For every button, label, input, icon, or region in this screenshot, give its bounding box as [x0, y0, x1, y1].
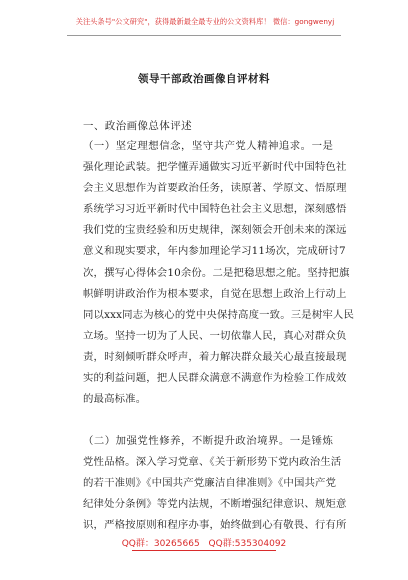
footer-underline — [132, 550, 276, 551]
paragraph-line: （二）加强党性修养，不断提升政治境界。一是锤炼 — [83, 435, 333, 447]
paragraph-1 — [83, 136, 355, 410]
paragraph-line: 系统学习习近平新时代中国特色社会主义思想，深刻感悟 — [83, 203, 347, 216]
paragraph-2 — [83, 431, 347, 536]
paragraph-line: 的最高标准。 — [83, 393, 147, 406]
paragraph-line: 责，时刻倾听群众呼声，着力解决群众最关心最直接最现 — [83, 350, 347, 363]
header-divider — [67, 35, 341, 36]
paragraph-line: 党性品格。深入学习党章、《关于新形势下党内政治生活 — [83, 456, 342, 469]
paragraph-line: 纪律处分条例》等党内法规，不断增强纪律意识、规矩意 — [83, 498, 347, 511]
paragraph-line: 实的利益问题，把人民群众满意不满意作为检验工作成效 — [83, 372, 347, 385]
footer-qq-group-1: QQ群：30265665 — [121, 539, 200, 549]
paragraph-line: 的若干准则》《中国共产党廉洁自律准则》《中国共产党 — [83, 477, 337, 490]
paragraph-line: 帜鲜明讲政治作为根本要求，自觉在思想上政治上行动上 — [83, 287, 347, 300]
paragraph-line: 识，严格按原则和程序办事，始终做到心有敬畏、行有所 — [83, 519, 347, 532]
paragraph-line: （一）坚定理想信念，坚守共产党人精神追求。一是 — [83, 140, 333, 152]
paragraph-line: 次，撰写心得体会10余份。二是把稳思想之舵。坚持把旗 — [83, 266, 350, 279]
paragraph-line: 强化理论武装。把学懂弄通做实习近平新时代中国特色社 — [83, 161, 347, 174]
paragraph-line: 同以xxx同志为核心的党中央保持高度一致。三是树牢人民 — [83, 308, 355, 321]
header-promo-note: 关注头条号"公文研究"，获得最新最全最专业的公文资料库！ 微信：gongwenyj — [75, 17, 335, 26]
footer-contact — [0, 536, 408, 549]
section-heading: 一、政治画像总体评述 — [83, 120, 192, 132]
paragraph-line: 我们党的宝贵经验和历史规律，深刻领会开创未来的深远 — [83, 224, 347, 237]
paragraph-line: 会主义思想作为首要政治任务，读原著、学原文、悟原理 — [83, 182, 347, 195]
footer-qq-group-2: QQ群:535304092 — [208, 539, 287, 549]
document-title: 领导干部政治画像自评材料 — [138, 73, 270, 85]
paragraph-line: 意义和现实要求，年内参加理论学习11场次，完成研讨7 — [83, 245, 346, 258]
paragraph-line: 立场。坚持一切为了人民、一切依靠人民，真心对群众负 — [83, 329, 347, 342]
